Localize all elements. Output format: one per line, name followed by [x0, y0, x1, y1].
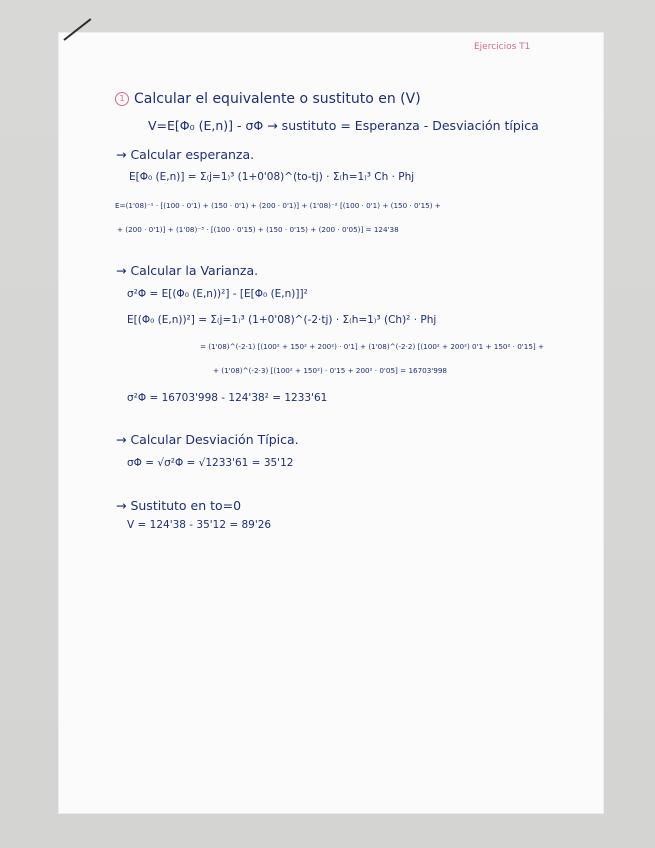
- formula-line-9: σ²Φ = 16703'998 - 124'38² = 1233'61: [127, 392, 328, 404]
- formula-line-3: E=(1'08)⁻¹ · [(100 · 0'1) + (150 · 0'1) + (200 · 0'1)] + (1'08)⁻² [(100 · 0'1) + (150 · 0'15) +: [115, 201, 441, 210]
- section-header-desviacion: → Calcular Desviación Típica.: [116, 432, 299, 447]
- problem-number: 1: [115, 92, 129, 106]
- formula-line-8: + (1'08)^(-2·3) [(100² + 150²) · 0'15 + 200² · 0'05] = 16703'998: [213, 366, 447, 375]
- formula-line-4: + (200 · 0'1)] + (1'08)⁻³ · [(100 · 0'15) + (150 · 0'15) + (200 · 0'05)] = 124'38: [117, 225, 399, 234]
- section-header-esperanza: → Calcular esperanza.: [116, 147, 255, 162]
- formula-line-1: V=E[Φ₀ (E,n)] - σΦ → sustituto = Esperanza - Desviación típica: [148, 118, 539, 133]
- section-header-sustituto: → Sustituto en to=0: [116, 498, 242, 513]
- problem-title: Calcular el equivalente o sustituto en (V): [134, 91, 421, 107]
- formula-line-5: σ²Φ = E[(Φ₀ (E,n))²] - [E[Φ₀ (E,n)]]²: [127, 288, 308, 300]
- formula-line-6: E[(Φ₀ (E,n))²] = Σ₍j=1₎³ (1+0'08)^(-2·tj) · Σ₍h=1₎³ (Ch)² · Phj: [127, 314, 437, 326]
- page-tag: Ejercicios T1: [474, 42, 531, 52]
- section-header-varianza: → Calcular la Varianza.: [116, 263, 259, 278]
- formula-line-10: σΦ = √σ²Φ = √1233'61 = 35'12: [127, 457, 294, 469]
- formula-line-2: E[Φ₀ (E,n)] = Σ₍j=1₎³ (1+0'08)^(to-tj) · Σ₍h=1₎³ Ch · Phj: [129, 171, 415, 183]
- formula-line-7: = (1'08)^(-2·1) [(100² + 150² + 200²) · 0'1] + (1'08)^(-2·2) [(100² + 200²) 0'1 + 150² · 0'15] +: [200, 342, 545, 351]
- formula-line-11: V = 124'38 - 35'12 = 89'26: [127, 519, 272, 531]
